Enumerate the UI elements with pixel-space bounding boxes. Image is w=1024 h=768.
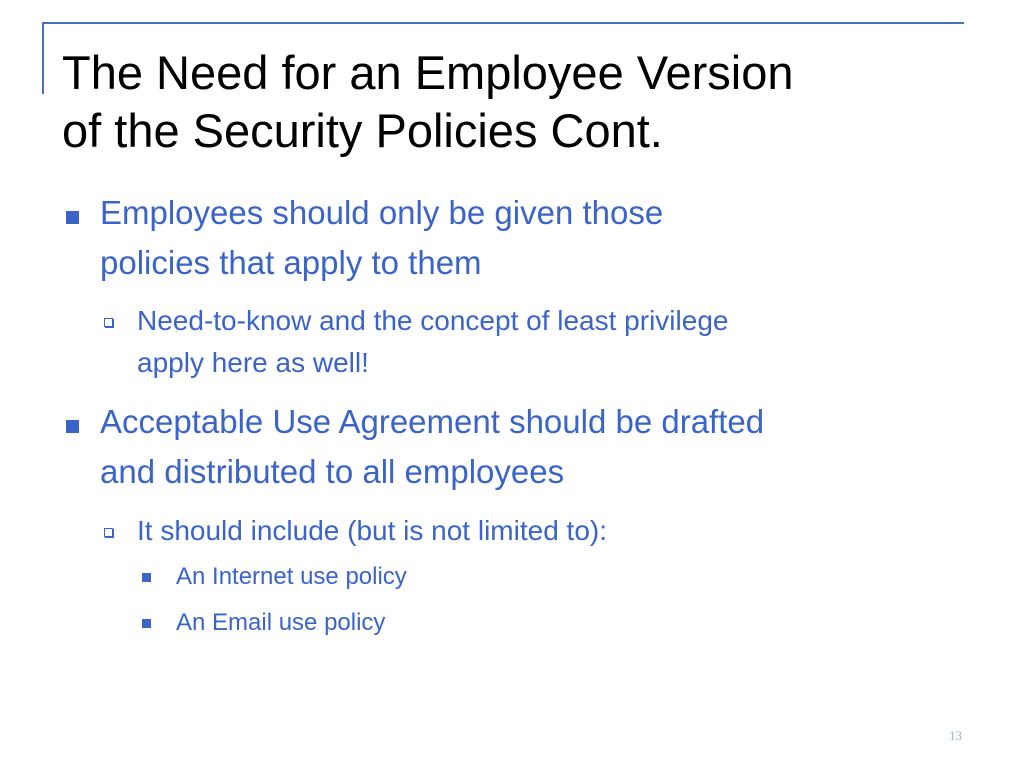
bullet-text-line: Need-to-know and the concept of least privilege — [137, 305, 729, 336]
sub-bullet-item-should-include — [137, 510, 957, 552]
bullet-item-acceptable-use-agreement — [100, 397, 980, 497]
title-accent-rule-vertical — [42, 22, 44, 94]
title-accent-rule-horizontal — [42, 22, 964, 24]
bullet-text-line: policies that apply to them — [100, 244, 482, 281]
hollow-square-bullet-icon — [104, 318, 113, 327]
bullet-item-employees-given-policies — [100, 188, 980, 288]
slide-title — [62, 44, 982, 160]
bullet-text-line: Employees should only be given those — [100, 194, 664, 231]
slide-title-line-2: of the Security Policies Cont. — [62, 104, 663, 157]
bullet-text-line: Acceptable Use Agreement should be drafted — [100, 403, 765, 440]
small-square-bullet-icon — [142, 573, 151, 582]
small-square-bullet-icon — [142, 619, 151, 628]
bullet-text-line: It should include (but is not limited to): — [137, 515, 608, 546]
sub-sub-bullet-item-internet-policy — [176, 561, 956, 593]
square-bullet-icon — [66, 211, 79, 224]
sub-bullet-item-need-to-know — [137, 300, 957, 384]
bullet-text-line: and distributed to all employees — [100, 453, 565, 490]
bullet-text-line: apply here as well! — [137, 347, 369, 378]
bullet-text-line: An Internet use policy — [176, 563, 407, 590]
square-bullet-icon — [66, 420, 79, 433]
bullet-text-line: An Email use policy — [176, 609, 386, 636]
slide-title-line-1: The Need for an Employee Version — [62, 46, 794, 99]
hollow-square-bullet-icon — [104, 528, 113, 537]
slide-page-number: 13 — [949, 728, 962, 743]
sub-sub-bullet-item-email-policy — [176, 607, 956, 639]
